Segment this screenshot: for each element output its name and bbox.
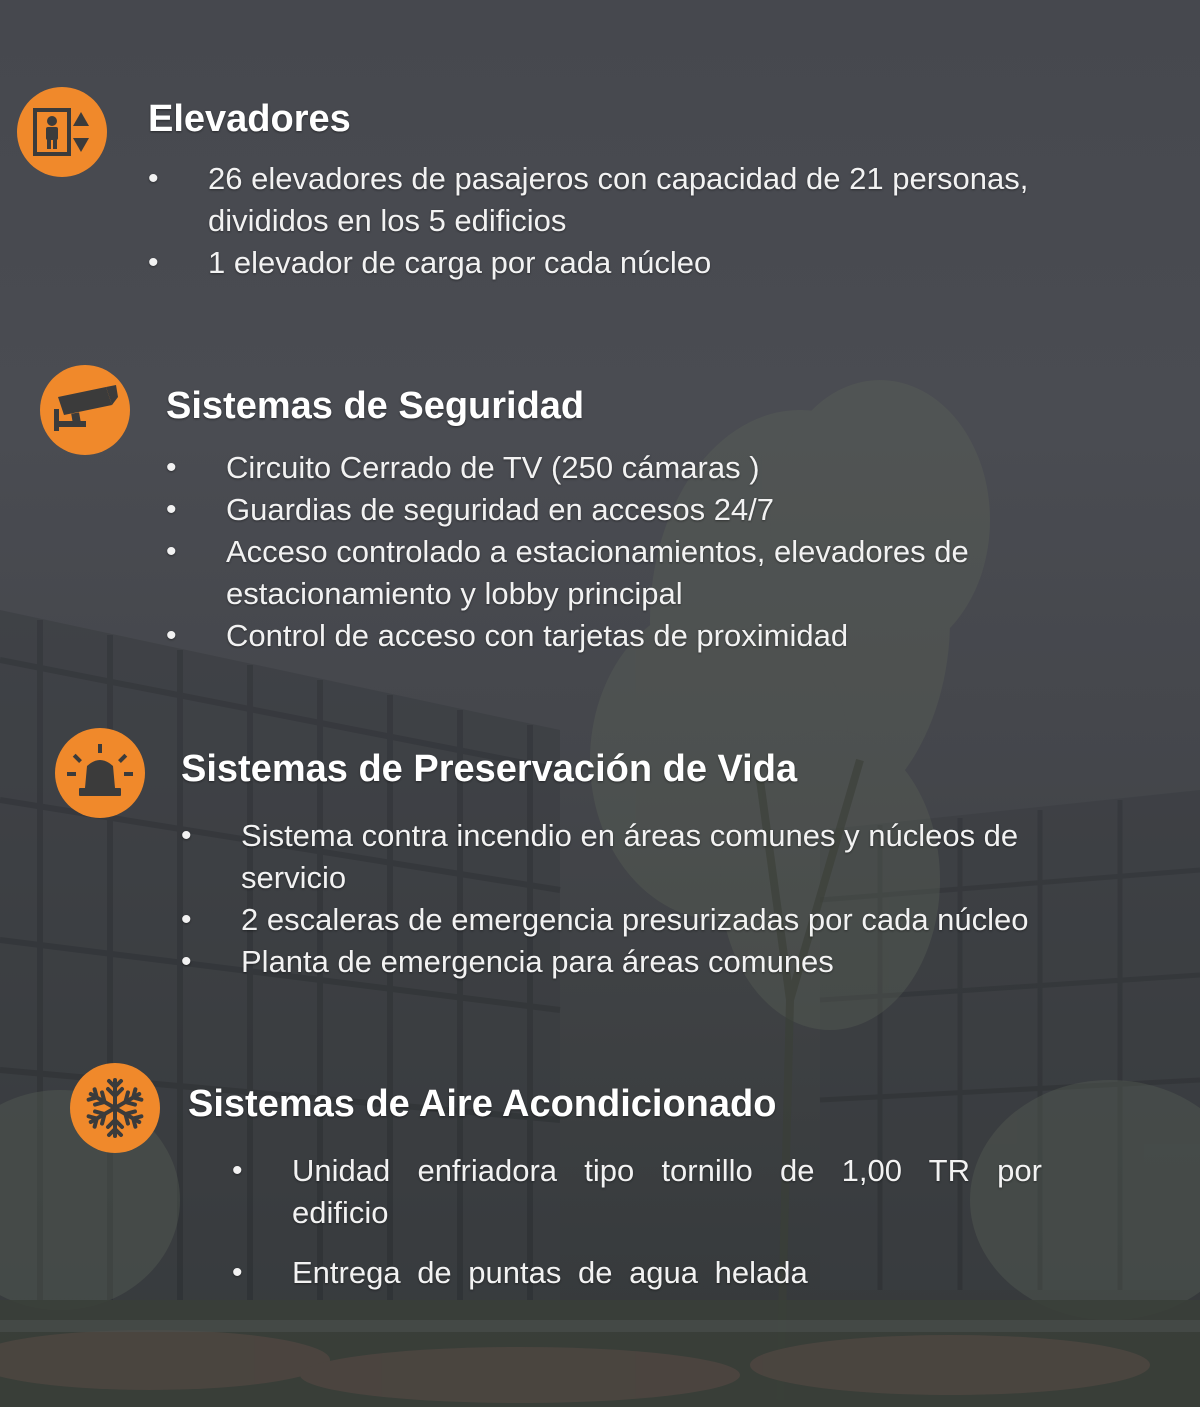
list-item: • Entrega de puntas de agua helada (232, 1252, 1042, 1294)
list-item: • 2 escaleras de emergencia presurizadas por cada núcleo (181, 899, 1081, 941)
list-item: • Acceso controlado a estacionamientos, elevadores de estacionamiento y lobby principal (166, 531, 1066, 615)
preservacion-list (181, 815, 1081, 983)
alarm-light-icon (55, 728, 145, 818)
seguridad-list (166, 447, 1066, 657)
elevator-icon (17, 87, 107, 177)
section-title: Elevadores (148, 98, 351, 140)
elevadores-list (148, 158, 1078, 284)
list-item: • Sistema contra incendio en áreas comunes y núcleos de servicio (181, 815, 1081, 899)
aire-list (232, 1150, 1042, 1294)
list-item: • Unidad enfriadora tipo tornillo de 1,00 TR por edificio (232, 1150, 1042, 1234)
section-title: Sistemas de Seguridad (166, 385, 585, 427)
list-item: • 26 elevadores de pasajeros con capacidad de 21 personas, divididos en los 5 edificios (148, 158, 1078, 242)
snowflake-icon (70, 1063, 160, 1153)
section-title: Sistemas de Preservación de Vida (181, 748, 798, 790)
list-item: • Planta de emergencia para áreas comunes (181, 941, 1081, 983)
security-camera-icon (40, 365, 130, 455)
list-item: • Control de acceso con tarjetas de proximidad (166, 615, 1066, 657)
list-item: • Circuito Cerrado de TV (250 cámaras ) (166, 447, 1066, 489)
list-item: • Guardias de seguridad en accesos 24/7 (166, 489, 1066, 531)
section-title: Sistemas de Aire Acondicionado (188, 1083, 777, 1125)
list-item: • 1 elevador de carga por cada núcleo (148, 242, 1078, 284)
